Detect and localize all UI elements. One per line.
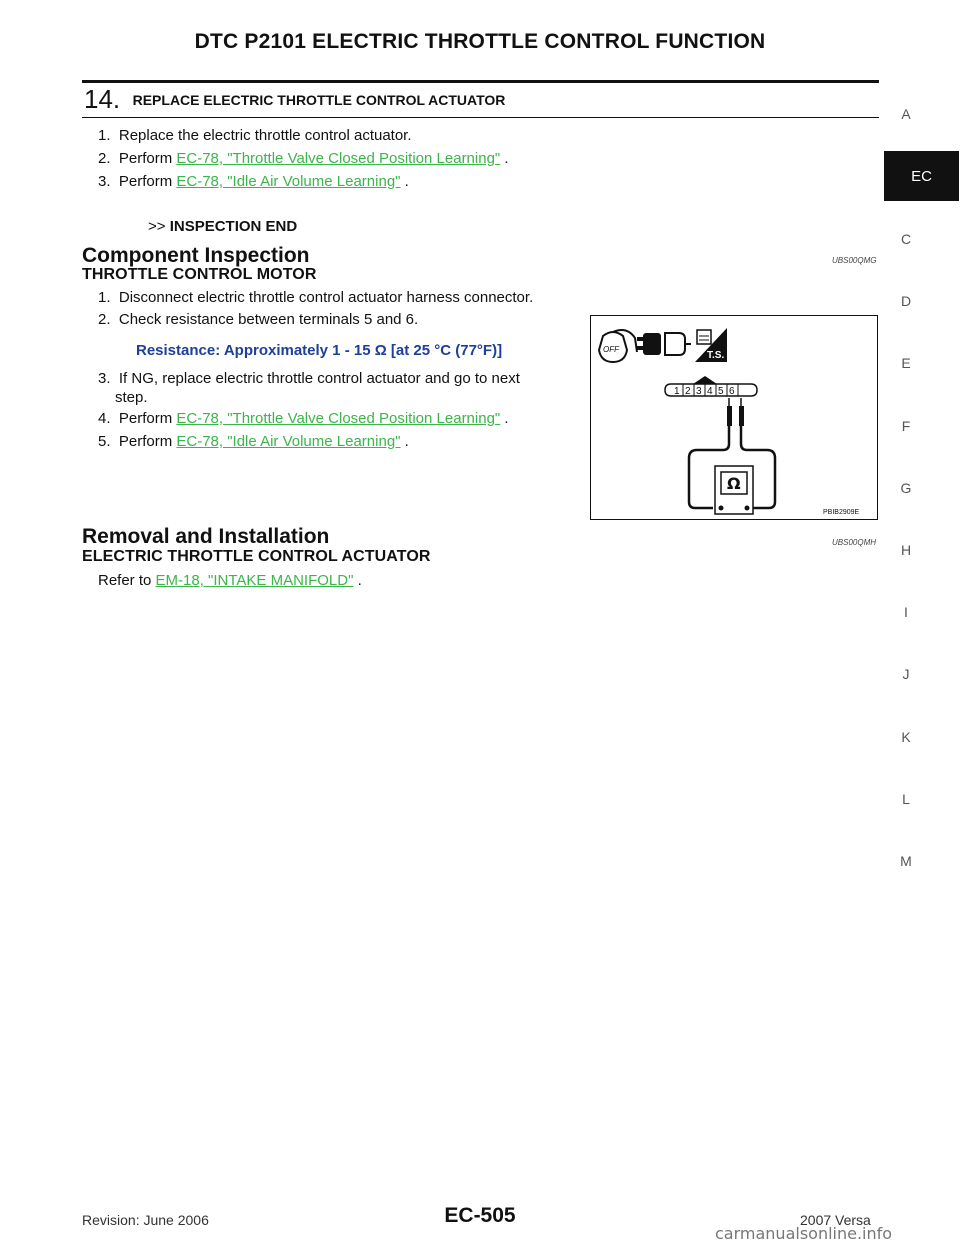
step-14-heading [84,84,505,116]
removal-installation-title: Removal and Installation [82,525,330,548]
watermark: carmanualsonline.info [715,1224,893,1243]
link-throttle-valve-learning-2[interactable]: EC-78, "Throttle Valve Closed Position Learning" [176,410,501,427]
circuit-diagram [591,316,877,519]
footer-revision: Revision: June 2006 [82,1212,209,1228]
test-simulator-icon [695,328,727,362]
link-idle-air-volume-learning-2[interactable]: EC-78, "Idle Air Volume Learning" [176,433,401,450]
component-item-1: 1. Disconnect electric throttle control actuator harness connector. [98,289,534,306]
side-tab-c[interactable]: C [900,231,912,247]
side-tab-a[interactable]: A [901,106,911,122]
side-tab-j[interactable]: J [902,666,910,682]
footer-model: 2007 Versa [800,1212,871,1228]
terminal-6: 6 [729,386,735,397]
component-item-4: 4. Perform EC-78, "Throttle Valve Closed Position Learning" . [98,410,509,427]
component-item-3: 3. If NG, replace electric throttle control actuator and go to next [98,370,520,387]
throttle-motor-subtitle: THROTTLE CONTROL MOTOR [82,266,317,283]
component-inspection-code: UBS00QMG [832,256,877,265]
component-inspection-title: Component Inspection [82,244,310,267]
resistance-check-figure [590,315,878,520]
ohmmeter-icon [715,466,753,514]
step-number: 14. [84,84,121,114]
footer-page-number: EC-505 [444,1204,516,1227]
terminal-5: 5 [718,386,724,397]
component-item-5: 5. Perform EC-78, "Idle Air Volume Learning" . [98,433,409,450]
figure-code: PBIB2909E [823,509,860,516]
svg-text:T.S.: T.S. [707,350,725,361]
link-throttle-valve-learning[interactable]: EC-78, "Throttle Valve Closed Position Learning" [176,150,501,167]
removal-reference: Refer to EM-18, "INTAKE MANIFOLD" . [98,572,362,589]
page-title: DTC P2101 ELECTRIC THROTTLE CONTROL FUNCTION [194,30,766,53]
actuator-subtitle: ELECTRIC THROTTLE CONTROL ACTUATOR [82,548,431,565]
step-title: REPLACE ELECTRIC THROTTLE CONTROL ACTUATOR [132,92,506,108]
ignition-off-icon [599,330,637,362]
side-tab-h[interactable]: H [900,542,912,558]
side-tab-g[interactable]: G [900,480,912,496]
header-rule [82,80,879,83]
resistance-spec: Resistance: Approximately 1 - 15 Ω [at 25 °C (77°F)] [136,342,503,359]
side-tab-ec-active[interactable]: EC [884,151,959,201]
step-14-item-3: 3. Perform EC-78, "Idle Air Volume Learning" . [98,173,409,190]
side-tab-m[interactable]: M [900,853,912,869]
side-tab-f[interactable]: F [901,418,911,434]
link-intake-manifold[interactable]: EM-18, "INTAKE MANIFOLD" [155,572,354,589]
side-tab-i[interactable]: I [904,604,908,620]
terminal-4: 4 [707,386,713,397]
terminal-3: 3 [696,386,702,397]
link-idle-air-volume-learning[interactable]: EC-78, "Idle Air Volume Learning" [176,173,401,190]
harness-connector [665,376,757,397]
terminal-1: 1 [674,386,680,397]
svg-text:OFF: OFF [603,345,619,354]
inspection-end: >> INSPECTION END [148,218,298,235]
terminal-2: 2 [685,386,691,397]
side-tab-l[interactable]: L [902,791,910,807]
side-tab-d[interactable]: D [900,293,912,309]
side-tab-k[interactable]: K [901,729,911,745]
removal-installation-code: UBS00QMH [832,538,877,547]
step-14-item-2: 2. Perform EC-78, "Throttle Valve Closed Position Learning" . [98,150,509,167]
component-item-2: 2. Check resistance between terminals 5 and 6. [98,311,419,328]
connector-disconnect-icon [637,333,691,355]
step-14-item-1: 1. Replace the electric throttle control actuator. [98,127,412,144]
step-rule [82,117,879,118]
svg-text:Ω: Ω [727,474,741,493]
side-tab-e[interactable]: E [901,355,911,371]
component-item-3-continued: step. [115,389,148,406]
